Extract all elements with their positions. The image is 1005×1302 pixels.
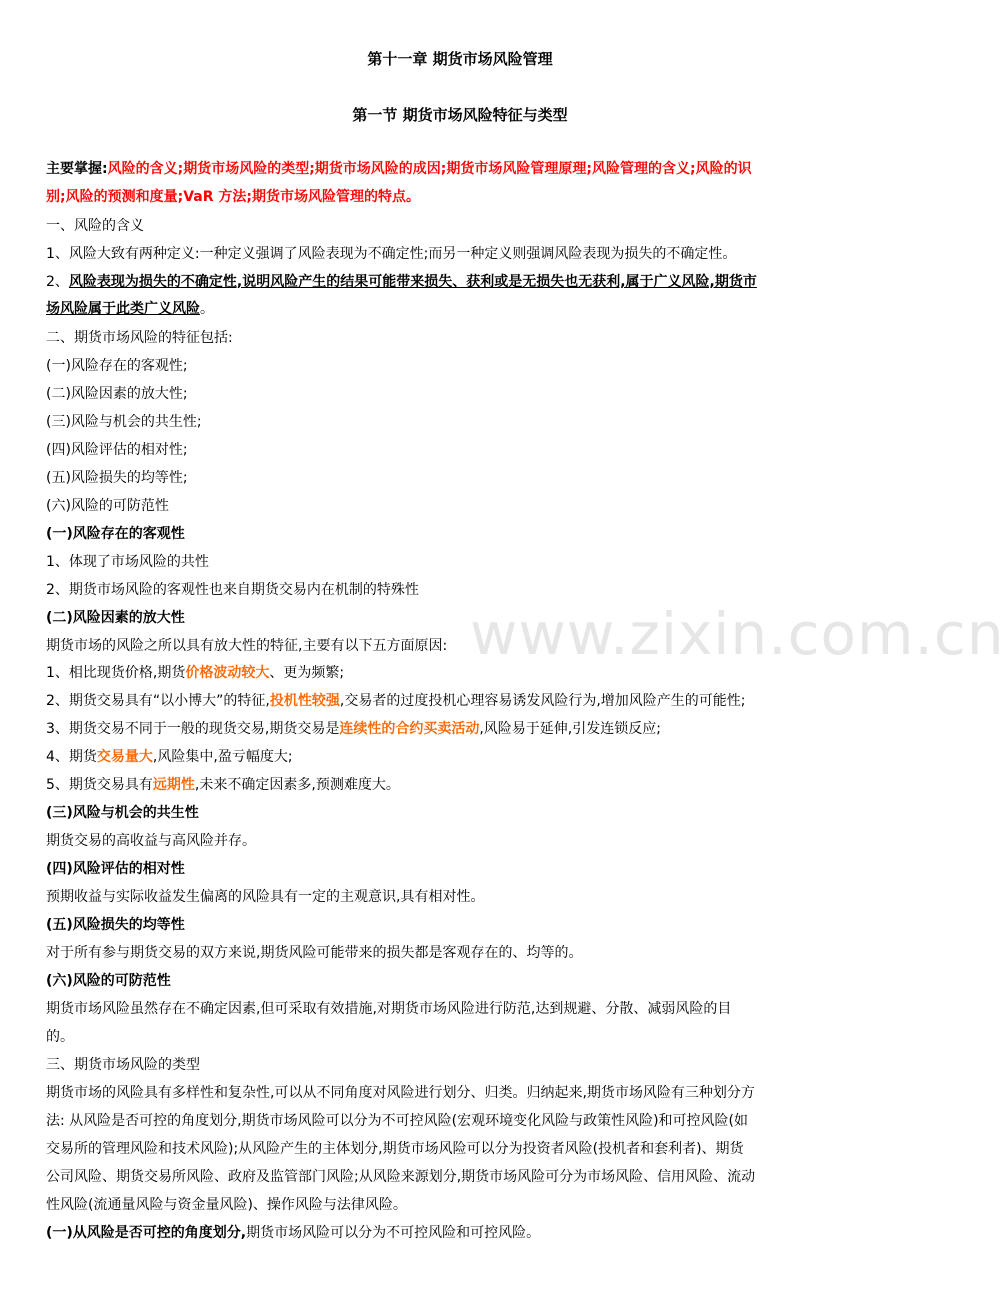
watermark: www.zixin.com.cn [470,600,1005,668]
reason-text: 4、期货 [46,749,97,765]
paragraph: 期货市场的风险具有多样性和复杂性,可以从不同角度对风险进行划分、归类。归纳起来,期货市场风险有三种划分方 [46,1085,755,1101]
paragraph: 对于所有参与期货交易的双方来说,期货风险可能带来的损失都是客观存在的、均等的。 [46,945,583,961]
highlight-text: 价格波动较大 [185,665,270,681]
chapter-title: 第十一章 期货市场风险管理 [367,50,553,68]
highlight-text: 连续性的合约买卖活动 [339,721,480,737]
reason-text: ,交易者的过度投机心理容易诱发风险行为,增加风险产生的可能性; [339,693,746,709]
paragraph: 性风险(流通量风险与资金量风险)、操作风险与法律风险。 [46,1197,407,1213]
plain-text: 期货市场风险可以分为不可控风险和可控风险。 [246,1225,541,1241]
reason-4 [46,748,293,766]
paragraph: 期货市场风险虽然存在不确定因素,但可采取有效措施,对期货市场风险进行防范,达到规避、分散、减弱风险的目 [46,1001,732,1017]
master-text-2: 别;风险的预测和度量;VaR 方法;期货市场风险管理的特点。 [46,189,420,205]
reason-text: 2、期货交易具有“以小博大”的特征, [46,693,270,709]
feature-list-item: (五)风险损失的均等性; [46,470,188,486]
paragraph: 的。 [46,1029,74,1045]
subheading-amplification: (二)风险因素的放大性 [46,610,185,626]
reason-text: 、更为频繁; [269,665,345,681]
reason-text: 5、期货交易具有 [46,777,153,793]
feature-list-item: (一)风险存在的客观性; [46,358,188,374]
paragraph: 法: 从风险是否可控的角度划分,期货市场风险可以分为不可控风险(宏观环境变化风险与政策性风险)和可控风险(如 [46,1113,748,1129]
reason-1 [46,664,344,682]
heading-risk-meaning: 一、风险的含义 [46,218,144,234]
reason-3 [46,720,661,738]
highlight-text: 远期性 [152,777,195,793]
master-line-1 [46,160,752,178]
last-line [46,1224,540,1242]
paragraph: 交易所的管理风险和技术风险);从风险产生的主体划分,期货市场风险可以分为投资者风险(投机者和套利者)、期货 [46,1141,744,1157]
master-line-2 [46,188,420,206]
reason-2 [46,692,746,710]
reason-text: 3、期货交易不同于一般的现货交易,期货交易是 [46,721,340,737]
reason-text: ,风险易于延伸,引发连锁反应; [479,721,661,737]
p2-underlined-1: 风险表现为损失的不确定性,说明风险产生的结果可能带来损失、获利或是无损失也无获利,属于广义风险,期货市 [68,274,757,290]
bold-text: (一)从风险是否可控的角度划分, [46,1225,247,1241]
paragraph: 预期收益与实际收益发生偏离的风险具有一定的主观意识,具有相对性。 [46,889,485,905]
paragraph: 公司风险、期货交易所风险、政府及监管部门风险;从风险来源划分,期货市场风险可分为市场风险、信用风险、流动 [46,1169,756,1185]
reason-text: ,未来不确定因素多,预测难度大。 [194,777,400,793]
highlight-text: 交易量大 [96,749,153,765]
reason-text: 1、相比现货价格,期货 [46,665,186,681]
master-label: 主要掌握: [46,161,108,177]
reason-text: ,风险集中,盈亏幅度大; [152,749,293,765]
p2-underlined-2: 场风险属于此类广义风险 [46,301,200,317]
highlight-text: 投机性较强 [269,693,340,709]
feature-list-item: (四)风险评估的相对性; [46,442,188,458]
paragraph-definition-2 [46,273,757,291]
feature-list-item: (三)风险与机会的共生性; [46,414,202,430]
reason-5 [46,776,400,794]
paragraph: 期货交易的高收益与高风险并存。 [46,833,256,849]
master-text-1: 风险的含义;期货市场风险的类型;期货市场风险的成因;期货市场风险管理原理;风险管理的含义;风险的识 [107,161,752,177]
paragraph: 1、体现了市场风险的共性 [46,554,209,570]
subheading-relativity: (四)风险评估的相对性 [46,861,185,877]
heading-risk-types: 三、期货市场风险的类型 [46,1057,200,1073]
feature-list-item: (六)风险的可防范性 [46,498,169,514]
feature-list-item: (二)风险因素的放大性; [46,386,188,402]
subheading-preventability: (六)风险的可防范性 [46,973,171,989]
subheading-objectivity: (一)风险存在的客观性 [46,526,185,542]
p2-suffix: 。 [200,301,214,317]
p2-prefix: 2、 [46,274,69,290]
heading-features: 二、期货市场风险的特征包括: [46,330,233,346]
subheading-symbiosis: (三)风险与机会的共生性 [46,805,199,821]
subheading-equality: (五)风险损失的均等性 [46,917,185,933]
paragraph-definition-1: 1、风险大致有两种定义:一种定义强调了风险表现为不确定性;而另一种定义则强调风险表现为损失的不确定性。 [46,246,737,262]
paragraph: 2、期货市场风险的客观性也来自期货交易内在机制的特殊性 [46,582,419,598]
paragraph: 期货市场的风险之所以具有放大性的特征,主要有以下五方面原因: [46,638,448,654]
section-title: 第一节 期货市场风险特征与类型 [352,106,568,124]
paragraph-definition-2-cont [46,300,214,318]
